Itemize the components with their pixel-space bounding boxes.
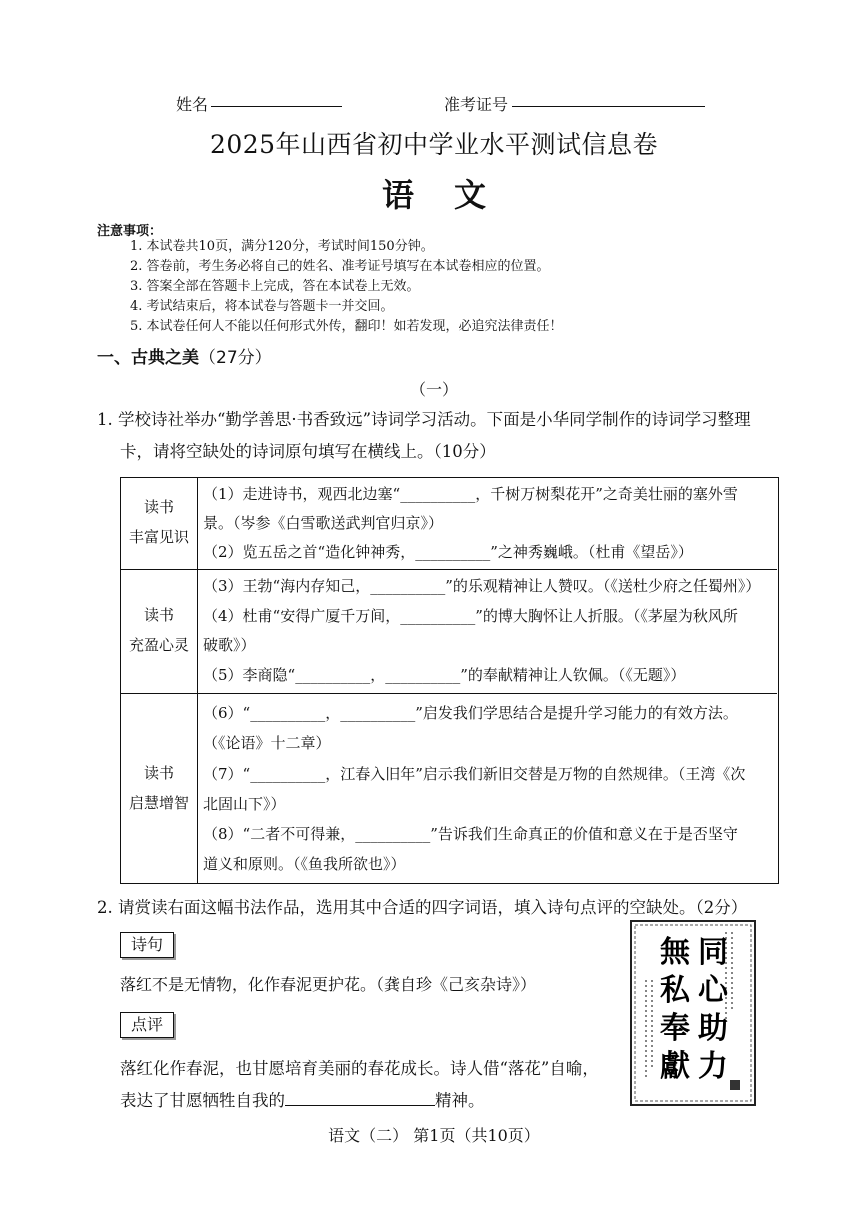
note-item: 5. 本试卷任何人不能以任何形式外传，翻印！如若发现，必追究法律责任！ <box>130 319 563 334</box>
category-line: 充盈心灵 <box>128 636 189 654</box>
section-title-text: 一、古典之美 <box>97 348 199 368</box>
category-line: 读书 <box>143 498 174 516</box>
question-2-text: 2. 请赏读右面这幅书法作品，选用其中合适的四字词语，填入诗句点评的空缺处。（2分） <box>97 898 748 917</box>
card-item: 景。（岑参《白雪歌送武判官归京》） <box>203 514 444 532</box>
poetry-study-card <box>120 477 779 884</box>
candidate-info-row <box>0 92 868 116</box>
exam-id-label: 准考证号 <box>444 95 509 114</box>
card-item: （6）“__________，__________”启发我们学思结合是提升学习能力的有效方法。 <box>203 704 738 722</box>
comment-after: 精神。 <box>435 1091 485 1110</box>
card-row <box>121 693 777 884</box>
comment-before: 表达了甘愿牺牲自我的 <box>120 1091 285 1110</box>
calligraphy-char: 助 <box>698 1011 728 1046</box>
comment-tag: 点评 <box>120 1012 174 1038</box>
exam-id-blank <box>512 92 705 107</box>
name-blank <box>211 92 342 107</box>
card-row <box>121 569 777 694</box>
part-heading: （一） <box>409 380 458 399</box>
card-item: 北固山下》） <box>203 795 286 813</box>
poem-tag: 诗句 <box>120 932 174 958</box>
card-item: （1）走进诗书，观西北边塞“__________，千树万树梨花开”之奇美壮丽的塞外雪 <box>203 485 738 503</box>
card-item: （5）李商隐“__________，__________”的奉献精神让人钦佩。（《无题》） <box>203 666 686 684</box>
calligraphy-char: 力 <box>698 1049 728 1084</box>
note-item: 4. 考试结束后，将本试卷与答题卡一并交回。 <box>130 299 394 314</box>
answer-blank <box>285 1091 435 1106</box>
name-label: 姓名 <box>176 95 209 114</box>
notes-list <box>130 237 563 337</box>
category-line: 读书 <box>143 606 174 624</box>
calligraphy-char: 同 <box>698 935 728 970</box>
notes-title: 注意事项： <box>97 224 163 239</box>
poem-line: 落红不是无情物，化作春泥更护花。（龚自珍《己亥杂诗》） <box>120 975 537 994</box>
comment-line: 落红化作春泥，也甘愿培育美丽的春花成长。诗人借“落花”自喻， <box>120 1059 599 1078</box>
category-line: 读书 <box>143 764 174 782</box>
note-item: 3. 答案全部在答题卡上完成，答在本试卷上无效。 <box>130 279 420 294</box>
seal-stamp <box>730 1080 740 1090</box>
category-line: 启慧增智 <box>128 794 189 812</box>
card-item: （2）览五岳之首“造化钟神秀，__________”之神秀巍峨。（杜甫《望岳》） <box>203 543 693 561</box>
card-row <box>121 478 777 569</box>
calligraphy-char: 私 <box>660 973 690 1008</box>
exam-title: 2025年山西省初中学业水平测试信息卷 <box>209 130 659 159</box>
section-title <box>97 343 272 368</box>
comment-line-blank <box>120 1087 485 1111</box>
subject-title: 语文 <box>381 176 526 214</box>
question-1-text: 1. 学校诗社举办“勤学善思·书香致远”诗词学习活动。下面是小华同学制作的诗词学习整理 <box>97 410 751 429</box>
section-points: （27分） <box>199 348 272 368</box>
calligraphy-char: 心 <box>698 973 728 1008</box>
page-footer: 语文（二） 第1页（共10页） <box>328 1126 540 1145</box>
calligraphy-char: 獻 <box>660 1049 690 1084</box>
calligraphy-artwork <box>630 920 756 1106</box>
calligraphy-char: 奉 <box>660 1011 690 1046</box>
card-item: （4）杜甫“安得广厦千万间，__________”的博大胸怀让人折服。（《茅屋为秋风所 <box>203 607 738 625</box>
card-category <box>121 694 198 884</box>
note-item: 2. 答卷前，考生务必将自己的姓名、准考证号填写在本试卷相应的位置。 <box>130 259 550 274</box>
card-item: （3）王勃“海内存知己，__________”的乐观精神让人赞叹。（《送杜少府之任蜀州》） <box>203 577 761 595</box>
card-item: 道义和原则。（《鱼我所欲也》） <box>203 855 406 873</box>
note-item: 1. 本试卷共10页，满分120分，考试时间150分钟。 <box>130 239 434 254</box>
card-category <box>121 478 198 569</box>
card-item: （8）“二者不可得兼，__________”告诉我们生命真正的价值和意义在于是否坚守 <box>203 825 738 843</box>
card-item: 破歌》） <box>203 636 256 654</box>
card-item: （7）“__________，江春入旧年”启示我们新旧交替是万物的自然规律。（王湾《次 <box>203 765 746 783</box>
category-line: 丰富见识 <box>128 528 189 546</box>
question-1-text-cont: 卡，请将空缺处的诗词原句填写在横线上。（10分） <box>120 442 496 461</box>
calligraphy-char: 無 <box>660 935 690 970</box>
card-item: （《论语》十二章） <box>203 734 331 752</box>
card-category <box>121 570 198 694</box>
